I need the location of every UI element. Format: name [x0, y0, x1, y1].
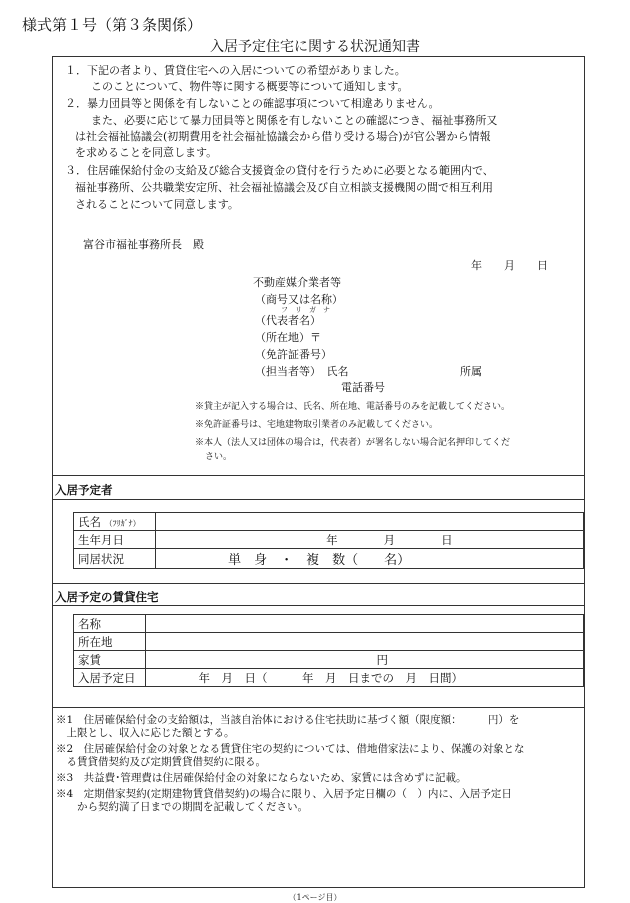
footnote-2: ※2 住居確保給付金の対象となる賃貸住宅の契約については、借地借家法により、保護の対象とな る賃貸借契約及び定期賃貸借契約に限る。: [56, 743, 525, 768]
agent-heading: 不動産媒介業者等: [253, 276, 341, 289]
agent-person-in-charge: （担当者等） 氏名: [255, 365, 349, 378]
tenant-birthdate-field[interactable]: 年 月 日: [156, 531, 584, 549]
housing-location-field[interactable]: [146, 633, 584, 651]
housing-movein-field[interactable]: 年 月 日（ 年 月 日までの 月 日間）: [146, 669, 584, 687]
tenant-household-label: 同居状況: [74, 549, 156, 569]
table-row: [74, 669, 584, 687]
housing-table: [73, 614, 584, 687]
consent-item-2-line-3: は社会福祉協議会(初期費用を社会福祉協議会から借り受ける場合)が官公署から情報: [75, 130, 491, 143]
section-divider: [53, 499, 584, 500]
addressee: 富谷市福祉事務所長 殿: [83, 238, 204, 251]
date-field[interactable]: 年 月 日: [471, 259, 548, 272]
agent-affiliation: 所属: [460, 365, 482, 378]
tenant-name-label: [74, 513, 156, 531]
agent-note-2: ※免許証番号は、宅地建物取引業者のみ記載してください。: [195, 420, 439, 430]
footnote-1: ※1 住居確保給付金の支給額は，当該自治体における住宅扶助に基づく額（限度額： 円）を 上限とし、収入に応じた額とする。: [56, 714, 520, 739]
consent-item-3-line-1: ３．住居確保給付金の支給及び総合支援資金の貸付を行うために必要となる範囲内で、: [65, 164, 494, 177]
housing-name-label: 名称: [74, 615, 146, 633]
consent-item-1-line-1: １．下記の者より、賃貸住宅への入居についての希望がありました。: [65, 64, 406, 77]
agent-note-3-line-1: ※本人（法人又は団体の場合は，代表者）が署名しない場合記名押印してくだ: [195, 438, 511, 448]
table-row: [74, 615, 584, 633]
consent-item-2-line-4: を求めることを同意します。: [75, 146, 218, 159]
tenant-name-ruby-label: （ﾌﾘｶﾞﾅ）: [104, 518, 141, 528]
footnote-3: ※3 共益費･管理費は住居確保給付金の対象にならないため、家賃には含めずに記載。: [56, 772, 467, 784]
housing-rent-label: 家賃: [74, 651, 146, 669]
agent-representative-ruby: フ リ ガ ナ: [281, 306, 330, 314]
housing-location-label: 所在地: [74, 633, 146, 651]
table-row: [74, 633, 584, 651]
section-divider: [53, 583, 584, 584]
form-number: 様式第１号（第３条関係）: [22, 16, 203, 34]
consent-item-3-line-2: 福祉事務所、公共職業安定所、社会福祉協議会及び自立相談支援機関の間で相互利用: [75, 181, 493, 194]
agent-address: （所在地）〒: [255, 331, 321, 344]
section-divider: [53, 605, 584, 606]
section-divider: [53, 475, 584, 476]
page-number: （1ページ目）: [288, 893, 342, 902]
consent-item-1-line-2: このことについて、物件等に関する概要等について通知します。: [91, 80, 409, 93]
section-divider: [53, 707, 584, 708]
tenant-birthdate-label: 生年月日: [74, 531, 156, 549]
page-title: 入居予定住宅に関する状況通知書: [210, 39, 420, 55]
footnotes: [56, 714, 584, 817]
agent-note-1: ※貸主が記入する場合は、氏名、所在地、電話番号のみを記載してください。: [195, 402, 511, 412]
agent-license: （免許証番号）: [255, 348, 332, 361]
table-row: [74, 513, 584, 531]
table-row: [74, 531, 584, 549]
housing-name-field[interactable]: [146, 615, 584, 633]
tenant-table: [73, 512, 584, 569]
form-frame: [52, 56, 585, 888]
tenant-name-field[interactable]: [156, 513, 584, 531]
agent-note-3-line-2: さい。: [205, 452, 233, 462]
agent-representative: （代表者名）: [255, 314, 321, 327]
agent-phone: 電話番号: [341, 381, 385, 394]
consent-item-3-line-3: されることについて同意します。: [75, 198, 239, 211]
tenant-section-heading: 入居予定者: [55, 483, 113, 497]
tenant-household-field[interactable]: 単 身 ・ 複 数（ 名）: [156, 549, 584, 569]
consent-item-2-line-1: ２．暴力団員等と関係を有しないことの確認事項について相違ありません。: [65, 97, 440, 110]
housing-movein-label: 入居予定日: [74, 669, 146, 687]
tenant-name-label-text: 氏名: [78, 514, 101, 529]
consent-item-2-line-2: また、必要に応じて暴力団員等と関係を有しないことの確認につき、福祉事務所又: [91, 114, 498, 127]
footnote-4: ※4 定期借家契約(定期建物賃貸借契約)の場合に限り、入居予定日欄の（ ）内に、入居予定日 から契約満了日までの期間を記載してください。: [56, 788, 512, 813]
table-row: [74, 549, 584, 569]
table-row: [74, 651, 584, 669]
housing-rent-field[interactable]: 円: [146, 651, 584, 669]
housing-section-heading: 入居予定の賃貸住宅: [55, 590, 159, 604]
agent-trade-name: （商号又は名称）: [255, 293, 343, 306]
